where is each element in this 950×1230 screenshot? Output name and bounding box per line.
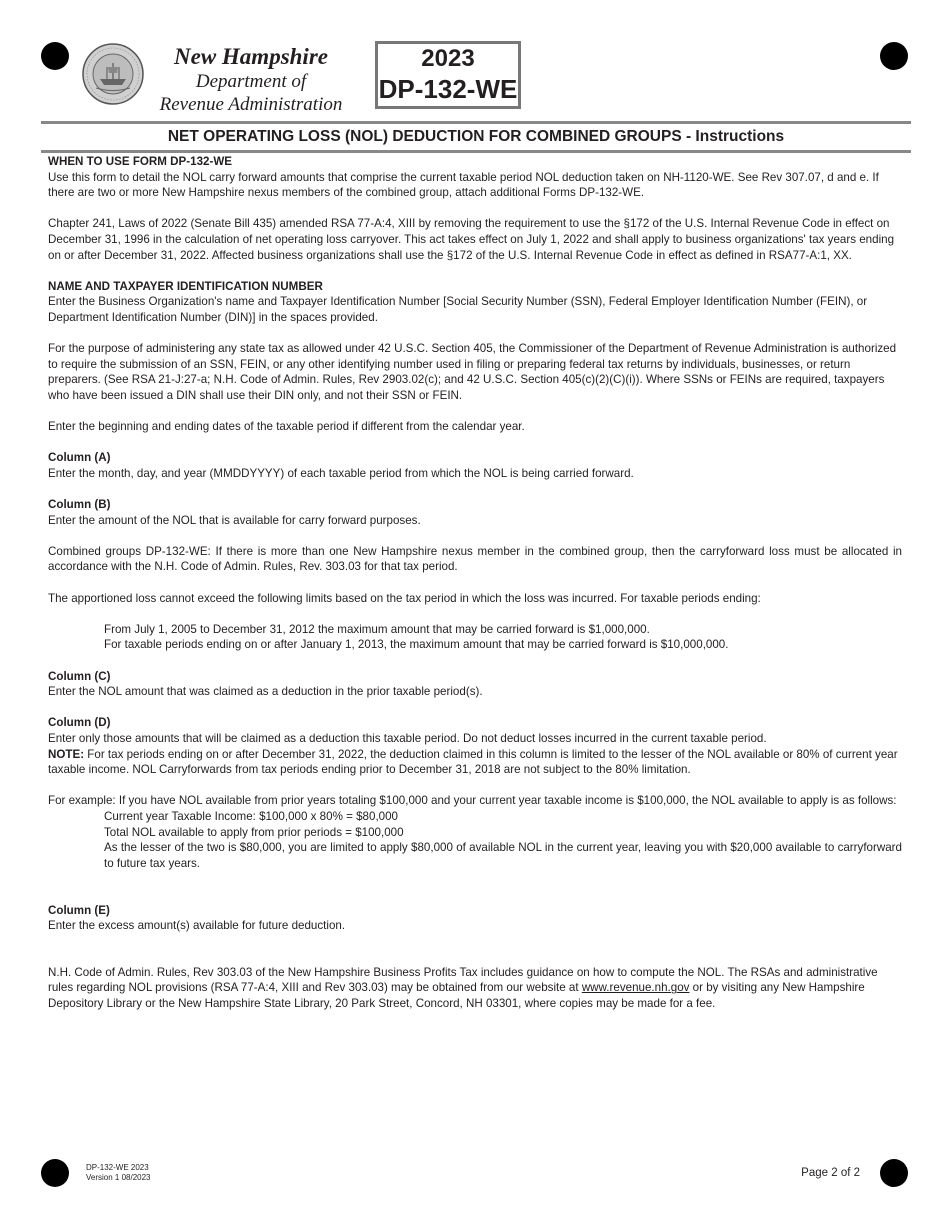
form-number: DP-132-WE (378, 74, 518, 104)
footer-form-info (86, 1163, 151, 1183)
note-text: For tax periods ending on or after December 31, 2022, the deduction claimed in this column is limited to the lesser of the NOL available or 80% of current year taxable income. NOL Carryforwards from tax periods ending prior to December 31, 2018 are not subject to the 80% limitation. (48, 747, 898, 777)
column-d-example: For example: If you have NOL available from prior years totaling $100,000 and your current year taxable income is $100,000, the NOL available to apply is as follows: (48, 794, 897, 808)
example-line-2: Total NOL available to apply from prior periods = $100,000 (104, 825, 404, 839)
column-e-text: Enter the excess amount(s) available for future deduction. (48, 919, 346, 933)
state-name: New Hampshire (174, 44, 328, 69)
agency-name (146, 44, 356, 116)
title-rule-bottom (41, 150, 911, 153)
footer-version: Version 1 08/2023 (86, 1173, 151, 1182)
column-b-text: Enter the amount of the NOL that is available for carry forward purposes. (48, 513, 421, 527)
column-a-text: Enter the month, day, and year (MMDDYYYY) of each taxable period from which the NOL is being carried forward. (48, 466, 634, 480)
column-c-heading: Column (C) (48, 669, 111, 683)
page-title: NET OPERATING LOSS (NOL) DEDUCTION FOR COMBINED GROUPS - Instructions (167, 128, 785, 145)
page-number: Page 2 of 2 (801, 1167, 860, 1179)
when-paragraph-2: Chapter 241, Laws of 2022 (Senate Bill 435) amended RSA 77-A:4, XIII by removing the requirement to use the §172 of the U.S. Internal Revenue Code in effect on December 31, 1996 in the calculation of net operating loss carryover. This act takes effect on July 1, 2022 and shall apply to business organizations' tax years ending on or after December 31, 2022. Affected business organizations shall use the §172 of the U.S. Internal Revenue Code in effect as defined in RSA77-A:1, XX. (48, 217, 895, 262)
column-d-text: Enter only those amounts that will be claimed as a deduction this taxable period. Do not deduct losses incurred in the current taxable period. (48, 731, 767, 745)
column-d-heading: Column (D) (48, 716, 111, 730)
column-b-heading: Column (B) (48, 498, 111, 512)
form-id-box (375, 41, 521, 109)
registration-mark-top-right (880, 42, 908, 70)
registration-mark-bottom-right (880, 1159, 908, 1187)
registration-mark-bottom-left (41, 1159, 69, 1187)
closing-text-after: or by visiting any New Hampshire Depository Library or the New Hampshire State Library, 20 Park Street, Concord, NH 03301, where copies may be made for a fee. (48, 981, 865, 1011)
department-line-2: Revenue Administration (159, 94, 343, 115)
when-heading: WHEN TO USE FORM DP-132-WE (48, 155, 233, 168)
footer-form-year: DP-132-WE 2023 (86, 1163, 149, 1172)
name-heading: NAME AND TAXPAYER IDENTIFICATION NUMBER (48, 279, 323, 293)
column-d-note (48, 747, 902, 778)
note-label: NOTE: (48, 747, 85, 761)
example-line-1: Current year Taxable Income: $100,000 x 80% = $80,000 (104, 809, 399, 823)
column-b-limit-1: From July 1, 2005 to December 31, 2012 the maximum amount that may be carried forward is $1,000,000. (104, 622, 650, 636)
column-b-combined-groups: Combined groups DP-132-WE: If there is more than one New Hampshire nexus member in the combined group, then the carryforward loss must be allocated in accordance with the N.H. Code of Admin. Rules, Rev. 303.03 for that tax period. (48, 544, 902, 574)
column-a-heading: Column (A) (48, 451, 111, 465)
name-paragraph-3: Enter the beginning and ending dates of the taxable period if different from the calendar year. (48, 420, 525, 434)
form-year: 2023 (421, 45, 475, 72)
spacer (48, 887, 902, 903)
when-paragraph-1: Use this form to detail the NOL carry forward amounts that comprise the current taxable period NOL deduction taken on NH-1120-WE. See Rev 307.07, d and e. If there are two or more New Hampshire nexus members of the combined group, attach additional Forms DP-132-WE. (48, 170, 879, 200)
spacer (48, 949, 902, 965)
column-e-heading: Column (E) (48, 903, 110, 917)
instructions-body (48, 154, 902, 1027)
name-paragraph-2: For the purpose of administering any state tax as allowed under 42 U.S.C. Section 405, the Commissioner of the Department of Revenue Administration is authorized to require the submission of an SSN, FEIN, or any other identifying number used in filing or preparing federal tax returns by individuals, businesses, or return preparers. (See RSA 21-J:27-a; N.H. Code of Admin. Rules, Rev 2903.02(c); and 42 U.S.C. Section 405(c)(2)(C)(i)). Where SSNs or FEINs are required, taxpayers who have been issued a DIN shall use their DIN only, and not their SSN or FEIN. (48, 342, 897, 402)
department-line-1: Department of (195, 71, 307, 92)
name-paragraph-1: Enter the Business Organization's name and Taxpayer Identification Number [Social Security Number (SSN), Federal Employer Identification Number (FEIN), or Department Identification Number (DIN)] in the spaces provided. (48, 295, 868, 324)
registration-mark-top-left (41, 42, 69, 70)
column-b-limits-intro: The apportioned loss cannot exceed the following limits based on the tax period in which the loss was incurred. For taxable periods ending: (48, 591, 761, 605)
closing-text-before: N.H. Code of Admin. Rules, Rev 303.03 of the New Hampshire Business Profits Tax includes guidance on how to compute the NOL. The RSAs and administrative rules regarding NOL provisions (RSA 77-A:4, XIII and Rev 303.03) may be obtained from our website at (48, 965, 878, 995)
column-c-text: Enter the NOL amount that was claimed as a deduction in the prior taxable period(s). (48, 685, 483, 699)
example-line-3: As the lesser of the two is $80,000, you are limited to apply $80,000 of available NOL in the current year, leaving you with $20,000 available to carryforward to future tax years. (104, 841, 902, 870)
column-b-limit-2: For taxable periods ending on or after January 1, 2013, the maximum amount that may be carried forward is $10,000,000. (104, 638, 729, 652)
state-seal-icon (82, 43, 144, 105)
closing-paragraph (48, 965, 902, 1012)
revenue-website-link[interactable]: www.revenue.nh.gov (581, 981, 690, 995)
title-rule-top (41, 121, 911, 124)
